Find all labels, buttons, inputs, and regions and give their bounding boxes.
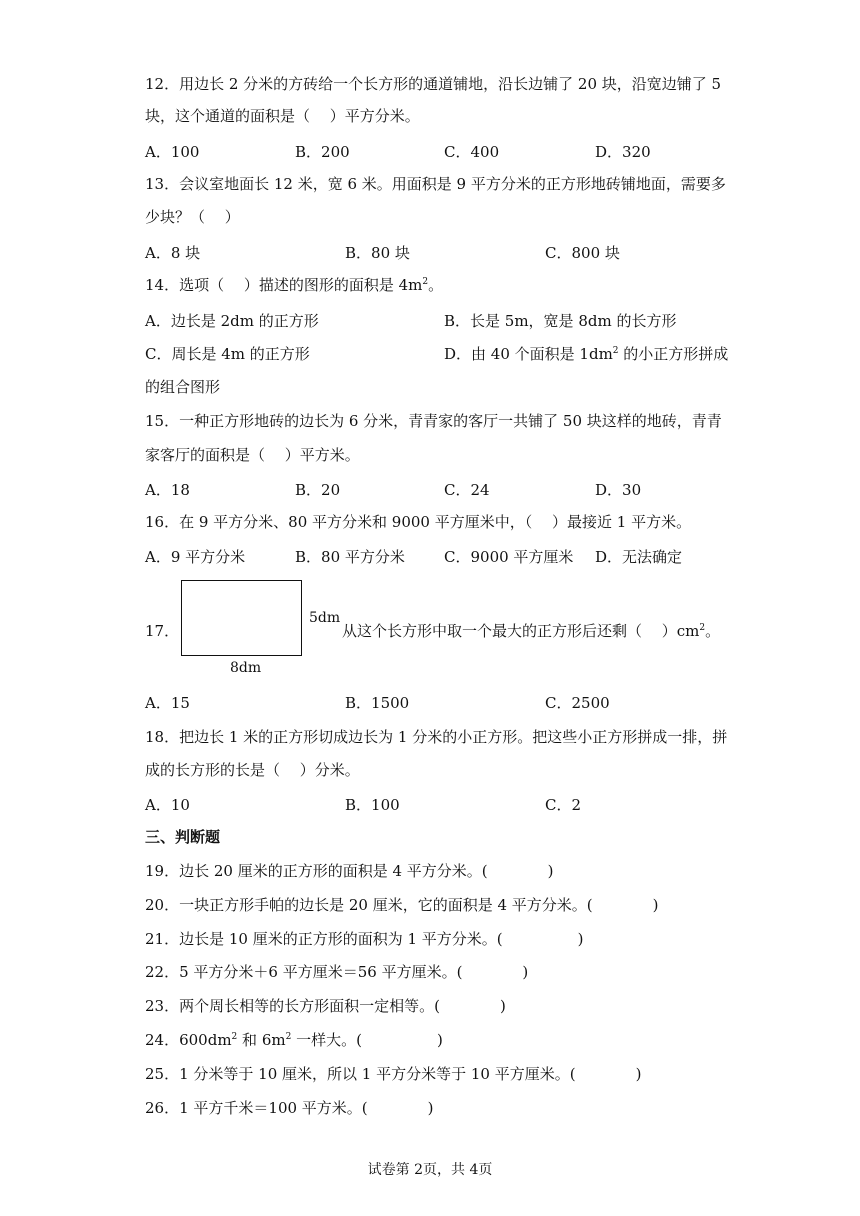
q17-option-b[interactable]: B．1500: [345, 694, 410, 712]
q13-option-c[interactable]: C．800 块: [545, 244, 620, 262]
q13-stem-line2: 少块？（ ）: [145, 208, 240, 226]
q15-option-c[interactable]: C．24: [444, 481, 490, 499]
q15-option-a[interactable]: A．18: [145, 481, 190, 499]
section-heading-true-false: 三、判断题: [145, 828, 221, 846]
q16-option-a[interactable]: A．9 平方分米: [145, 548, 246, 566]
q15-option-b[interactable]: B．20: [295, 481, 341, 499]
q17-rectangle-figure: [181, 580, 302, 656]
q15-stem-line1: 15．一种正方形地砖的边长为 6 分米，青青家的客厅一共铺了 50 块这样的地砖，青青: [145, 412, 722, 430]
tf-question-20[interactable]: 20．一块正方形手帕的边长是 20 厘米，它的面积是 4 平方分米。( ): [145, 896, 659, 914]
q12-option-d[interactable]: D．320: [595, 143, 651, 161]
tf-question-23[interactable]: 23．两个周长相等的长方形面积一定相等。( ): [145, 997, 506, 1015]
q18-stem-line1: 18．把边长 1 米的正方形切成边长为 1 分米的小正方形。把这些小正方形拼成一排，拼: [145, 728, 728, 746]
q16-option-d[interactable]: D．无法确定: [595, 548, 683, 566]
q14-option-d[interactable]: D．由 40 个面积是 $1dm^2$ 的小正方形拼成: [444, 345, 729, 363]
q13-stem-line1: 13．会议室地面长 12 米，宽 6 米。用面积是 9 平方分米的正方形地砖铺地面，需要多: [145, 175, 726, 193]
q17-height-label: 5dm: [309, 610, 341, 626]
q17-option-c[interactable]: C．2500: [545, 694, 610, 712]
q17-stem: 从这个长方形中取一个最大的正方形后还剩（ ）$cm^2$。: [342, 622, 721, 640]
q15-stem-line2: 家客厅的面积是（ ）平方米。: [145, 446, 360, 464]
q14-option-d-continued: 的组合图形: [145, 378, 221, 396]
q14-option-c[interactable]: C．周长是 4m 的正方形: [145, 345, 310, 363]
tf-question-21[interactable]: 21．边长是 10 厘米的正方形的面积为 1 平方分米。( ): [145, 930, 584, 948]
tf-question-25[interactable]: 25．1 分米等于 10 厘米，所以 1 平方分米等于 10 平方厘米。( ): [145, 1065, 642, 1083]
page-footer: 试卷第 2页，共 4页: [367, 1162, 493, 1178]
tf-question-22[interactable]: 22．5 平方分米＋6 平方厘米＝56 平方厘米。( ): [145, 963, 529, 981]
q16-stem: 16．在 9 平方分米、80 平方分米和 9000 平方厘米中，（ ）最接近 1 平方米。: [145, 513, 692, 531]
q15-option-d[interactable]: D．30: [595, 481, 642, 499]
q13-option-b[interactable]: B．80 块: [345, 244, 410, 262]
q18-option-c[interactable]: C．2: [545, 796, 582, 814]
q16-option-c[interactable]: C．9000 平方厘米: [444, 548, 574, 566]
tf-question-26[interactable]: 26．1 平方千米＝100 平方米。( ): [145, 1099, 434, 1117]
q18-option-b[interactable]: B．100: [345, 796, 400, 814]
q12-option-a[interactable]: A．100: [145, 143, 200, 161]
q14-stem: 14．选项（ ）描述的图形的面积是 $4m^2$。: [145, 276, 444, 294]
q17-number: 17．: [145, 622, 180, 640]
q14-option-a[interactable]: A．边长是 2dm 的正方形: [145, 312, 319, 330]
q13-option-a[interactable]: A．8 块: [145, 244, 201, 262]
q17-option-a[interactable]: A．15: [145, 694, 190, 712]
tf-question-24[interactable]: 24．$600dm^2$ 和 $6m^2$ 一样大。( ): [145, 1031, 443, 1049]
q14-option-b[interactable]: B．长是 5m，宽是 8dm 的长方形: [444, 312, 677, 330]
q12-stem-line2: 块，这个通道的面积是（ ）平方分米。: [145, 107, 420, 125]
tf-question-19[interactable]: 19．边长 20 厘米的正方形的面积是 4 平方分米。( ): [145, 862, 554, 880]
q18-stem-line2: 成的长方形的长是（ ）分米。: [145, 761, 360, 779]
q12-stem-line1: 12．用边长 2 分米的方砖给一个长方形的通道铺地，沿长边铺了 20 块，沿宽边铺了 5: [145, 75, 722, 93]
q12-option-c[interactable]: C．400: [444, 143, 500, 161]
q17-width-label: 8dm: [230, 660, 262, 676]
q18-option-a[interactable]: A．10: [145, 796, 190, 814]
q12-option-b[interactable]: B．200: [295, 143, 350, 161]
q16-option-b[interactable]: B．80 平方分米: [295, 548, 405, 566]
